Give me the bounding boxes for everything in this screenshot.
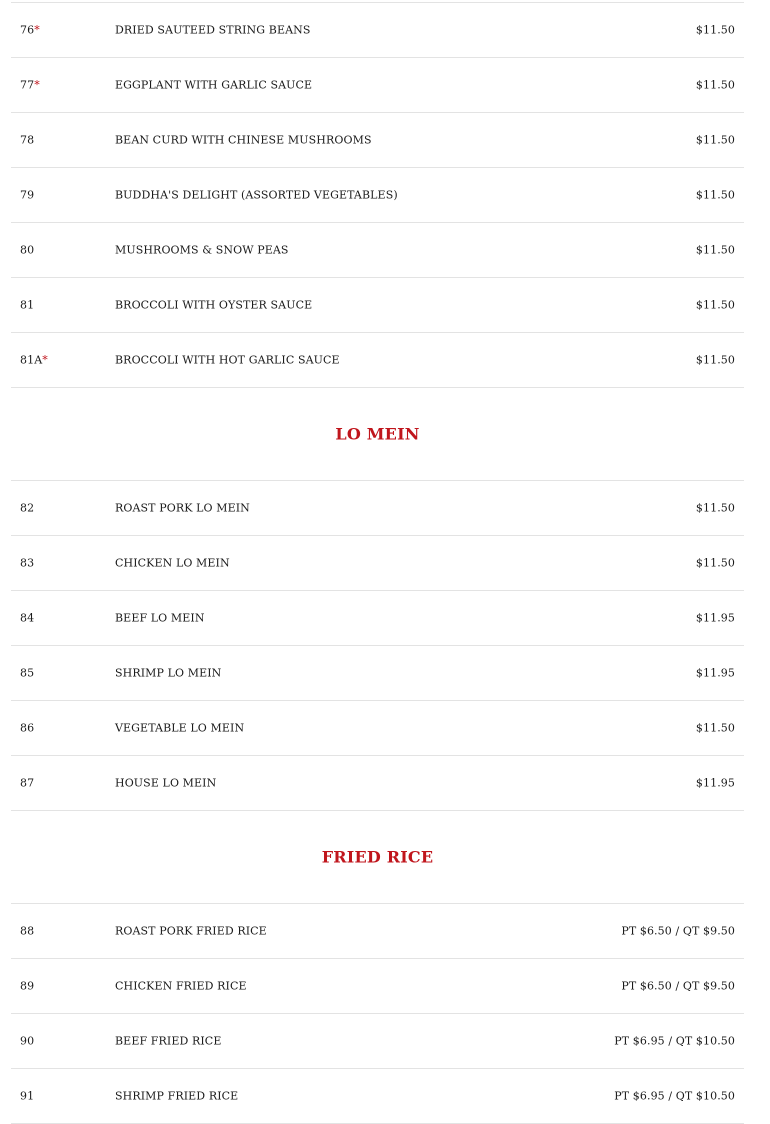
menu-list (11, 2, 744, 1124)
item-price: $11.50 (695, 501, 735, 515)
item-number (20, 502, 34, 515)
menu-item-row (11, 1069, 744, 1124)
item-number-text: 79 (20, 188, 35, 202)
item-price: $11.95 (695, 611, 735, 625)
item-number (20, 980, 34, 993)
item-number-text: 91 (20, 1089, 35, 1103)
item-number (20, 354, 48, 367)
item-price: $11.50 (695, 23, 735, 37)
menu-item-row (11, 591, 744, 646)
item-number-text: 80 (20, 243, 35, 257)
item-number (20, 612, 34, 625)
item-name: HOUSE LO MEIN (115, 776, 217, 790)
menu-item-row (11, 904, 744, 959)
item-number-text: 86 (20, 721, 35, 735)
spicy-marker: * (34, 23, 40, 37)
item-price: PT $6.50 / QT $9.50 (621, 924, 735, 938)
menu-item-row (11, 646, 744, 701)
menu-item-row (11, 333, 744, 388)
item-number-text: 84 (20, 611, 35, 625)
item-name: MUSHROOMS & SNOW PEAS (115, 243, 289, 257)
section-title: LO MEIN (335, 424, 420, 444)
item-number-text: 77 (20, 78, 35, 92)
item-price: $11.50 (695, 243, 735, 257)
item-number (20, 1090, 34, 1103)
item-price: $11.50 (695, 298, 735, 312)
menu-item-row (11, 58, 744, 113)
item-name: EGGPLANT WITH GARLIC SAUCE (115, 78, 313, 92)
spicy-marker: * (42, 353, 48, 367)
item-price: $11.50 (695, 188, 735, 202)
menu-item-row (11, 1014, 744, 1069)
section-title: FRIED RICE (321, 847, 434, 867)
menu-item-row (11, 536, 744, 591)
menu-item-row (11, 3, 744, 58)
item-number-text: 81 (20, 298, 35, 312)
item-name: BEEF LO MEIN (115, 611, 205, 625)
item-number (20, 667, 34, 680)
item-number (20, 24, 40, 37)
item-number (20, 79, 40, 92)
item-name: DRIED SAUTEED STRING BEANS (115, 23, 311, 37)
item-number-text: 82 (20, 501, 35, 515)
menu-item-row (11, 113, 744, 168)
item-number (20, 134, 34, 147)
item-name: CHICKEN FRIED RICE (115, 979, 247, 993)
item-name: BROCCOLI WITH HOT GARLIC SAUCE (115, 353, 340, 367)
item-name: BUDDHA'S DELIGHT (ASSORTED VEGETABLES) (115, 188, 398, 202)
item-number-text: 88 (20, 924, 35, 938)
item-number-text: 78 (20, 133, 35, 147)
item-number-text: 87 (20, 776, 35, 790)
item-number (20, 777, 34, 790)
menu-item-row (11, 701, 744, 756)
item-name: ROAST PORK LO MEIN (115, 501, 250, 515)
spicy-marker: * (34, 78, 40, 92)
item-name: BEAN CURD WITH CHINESE MUSHROOMS (115, 133, 372, 147)
item-number-text: 90 (20, 1034, 35, 1048)
item-price: $11.50 (695, 721, 735, 735)
item-price: $11.50 (695, 353, 735, 367)
item-number-text: 81A (20, 353, 43, 367)
section-heading (11, 811, 744, 904)
item-number (20, 244, 34, 257)
item-price: PT $6.95 / QT $10.50 (614, 1089, 735, 1103)
item-name: BROCCOLI WITH OYSTER SAUCE (115, 298, 313, 312)
menu-item-row (11, 959, 744, 1014)
section-heading (11, 388, 744, 481)
item-number (20, 189, 34, 202)
menu-item-row (11, 223, 744, 278)
item-name: BEEF FRIED RICE (115, 1034, 222, 1048)
item-number (20, 1035, 34, 1048)
item-number-text: 83 (20, 556, 35, 570)
menu-item-row (11, 168, 744, 223)
item-number (20, 299, 34, 312)
item-price: PT $6.95 / QT $10.50 (614, 1034, 735, 1048)
item-price: $11.50 (695, 78, 735, 92)
item-name: SHRIMP FRIED RICE (115, 1089, 239, 1103)
item-number-text: 76 (20, 23, 35, 37)
item-name: SHRIMP LO MEIN (115, 666, 222, 680)
item-price: $11.50 (695, 133, 735, 147)
menu-item-row (11, 756, 744, 811)
item-number (20, 557, 34, 570)
item-price: PT $6.50 / QT $9.50 (621, 979, 735, 993)
item-number (20, 722, 34, 735)
item-name: ROAST PORK FRIED RICE (115, 924, 267, 938)
item-price: $11.50 (695, 556, 735, 570)
item-number-text: 85 (20, 666, 35, 680)
item-name: CHICKEN LO MEIN (115, 556, 230, 570)
menu-item-row (11, 481, 744, 536)
item-number-text: 89 (20, 979, 35, 993)
item-number (20, 925, 34, 938)
menu-item-row (11, 278, 744, 333)
item-price: $11.95 (695, 776, 735, 790)
item-name: VEGETABLE LO MEIN (115, 721, 245, 735)
item-price: $11.95 (695, 666, 735, 680)
